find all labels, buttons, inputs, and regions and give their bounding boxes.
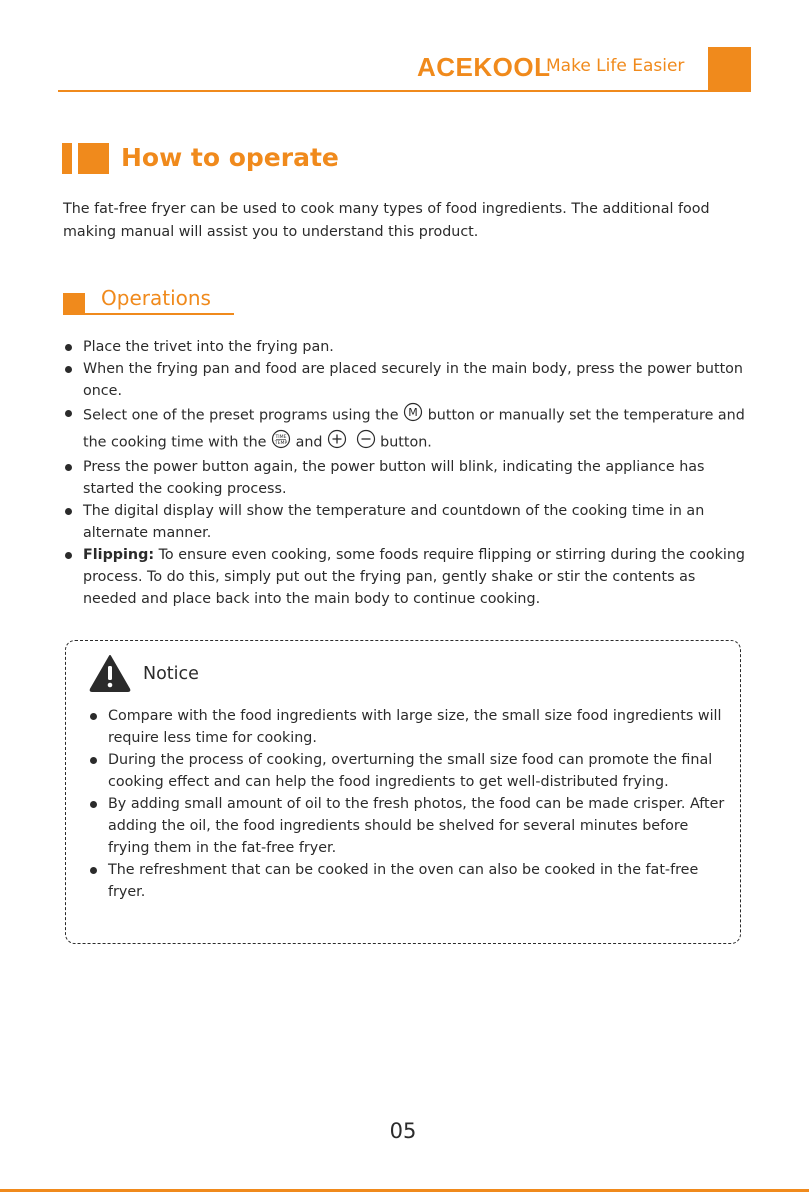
section-title: How to operate (121, 143, 339, 172)
minus-button-icon (356, 429, 376, 456)
svg-text:TEMP: TEMP (274, 441, 288, 446)
bullet-icon (65, 508, 72, 515)
list-item: Flipping: To ensure even cooking, some foods require flipping or stirring during the cooking process. To do this, simply put out the frying pan, gently shake or stir the contents as needed and place back into the main body to continue cooking. (0, 544, 753, 610)
list-item: The digital display will show the temperature and countdown of the cooking time in an alternate manner. (0, 500, 753, 544)
operations-list (0, 336, 809, 610)
header-divider (58, 90, 751, 92)
brand-logo: ACEKOOL (417, 52, 551, 82)
subsection-title: Operations (101, 286, 211, 310)
notice-title: Notice (143, 664, 199, 684)
warning-icon (89, 654, 131, 696)
list-item: The refreshment that can be cooked in the oven can also be cooked in the fat-free fryer. (0, 859, 726, 903)
list-item: Select one of the preset programs using the M button or manually set the temperature and the cooking time with the TIME TEMP and button. (0, 402, 753, 456)
title-accent-bar-square (78, 143, 109, 174)
bullet-icon (90, 867, 97, 874)
intro-paragraph: The fat-free fryer can be used to cook many types of food ingredients. The additional food making manual will assist you to understand this product. (63, 201, 710, 240)
plus-button-icon (327, 429, 347, 456)
list-item: Compare with the food ingredients with large size, the small size food ingredients will require less time for cooking. (0, 705, 726, 749)
page-number: 05 (389, 1119, 417, 1143)
svg-text:TIME: TIME (275, 435, 287, 440)
list-item: By adding small amount of oil to the fresh photos, the food can be made crisper. After adding the oil, the food ingredients should be shelved for several minutes before frying them in the fat-free fryer. (0, 793, 726, 859)
list-item: Place the trivet into the frying pan. (0, 336, 753, 358)
time-temp-button-icon (271, 429, 291, 456)
bullet-icon (90, 713, 97, 720)
svg-text:M: M (408, 406, 418, 419)
header-accent-block (708, 47, 751, 90)
bullet-icon (65, 464, 72, 471)
bullet-icon (65, 410, 72, 417)
bullet-icon (90, 757, 97, 764)
bullet-icon (90, 801, 97, 808)
flipping-label: Flipping: (83, 547, 155, 563)
list-item: During the process of cooking, overturning the small size food can promote the final cooking effect and can help the food ingredients to get well-distributed frying. (0, 749, 726, 793)
m-button-icon (403, 402, 423, 429)
brand-tagline: Make Life Easier (546, 56, 685, 76)
list-item: Press the power button again, the power button will blink, indicating the appliance has started the cooking process. (0, 456, 753, 500)
page-header (0, 0, 809, 95)
bullet-icon (65, 366, 72, 373)
subsection-accent-square (63, 293, 85, 315)
title-accent-bar-thin (62, 143, 72, 174)
bullet-icon (65, 344, 72, 351)
list-item: When the frying pan and food are placed securely in the main body, press the power button once. (0, 358, 753, 402)
bullet-icon (65, 552, 72, 559)
subsection-underline (63, 313, 234, 315)
notice-list (0, 705, 809, 903)
